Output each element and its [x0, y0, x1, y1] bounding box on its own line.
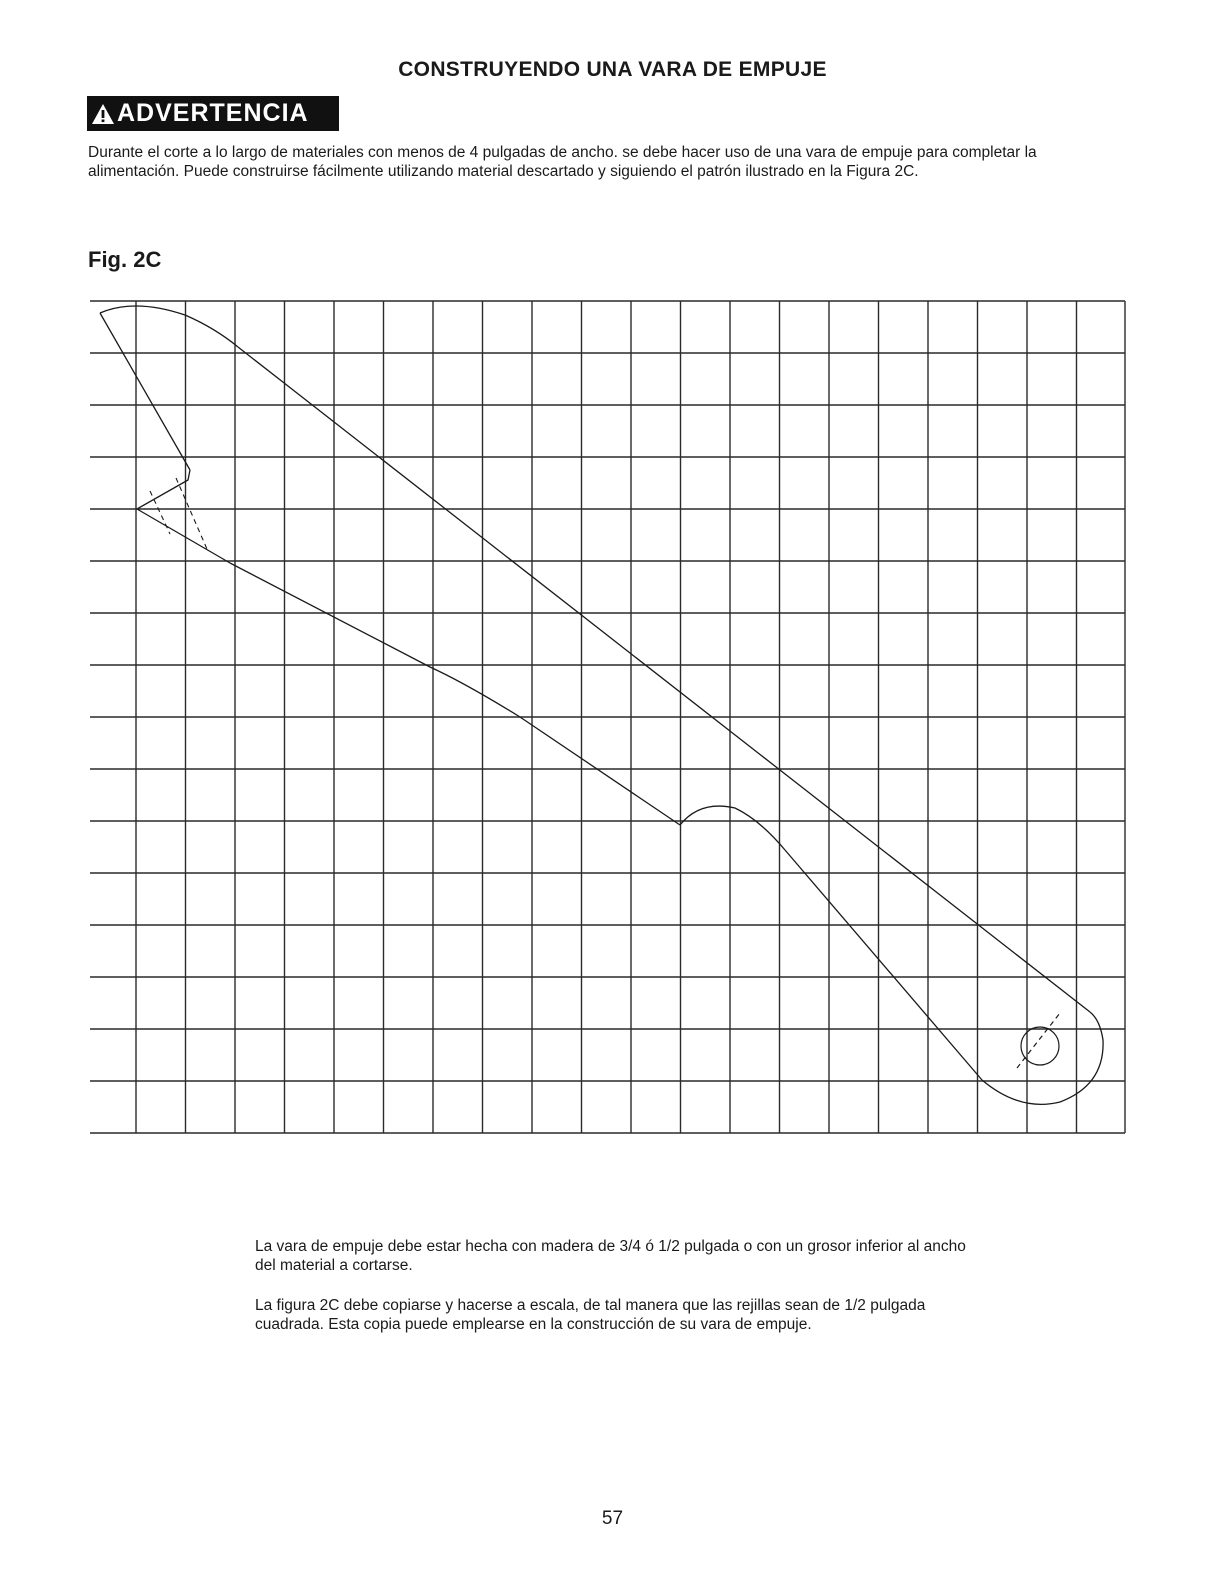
figure-label: Fig. 2C [88, 247, 162, 272]
note-scale: La figura 2C debe copiarse y hacerse a escala, de tal manera que las rejillas sean de 1/2 pulgada cuadrada. Esta copia puede emplearse en la construcción de su vara de empuje. [255, 1297, 926, 1333]
page-title: CONSTRUYENDO UNA VARA DE EMPUJE [398, 58, 827, 81]
warning-label: ADVERTENCIA [117, 99, 309, 127]
grid [90, 301, 1125, 1133]
hanging-hole [1017, 1013, 1060, 1068]
page-number: 57 [601, 1508, 624, 1529]
hidden-lines [150, 478, 207, 549]
warning-text: Durante el corte a lo largo de materiales con menos de 4 pulgadas de ancho. se debe hacer uso de una vara de empuje para completar la alimentación. Puede construirse fácilmente utilizando material descartado y siguiendo el patrón ilustrado en la Figura 2C. [88, 144, 1037, 180]
note-thickness: La vara de empuje debe estar hecha con madera de 3/4 ó 1/2 pulgada o con un grosor inferior al ancho del material a cortarse. [255, 1238, 966, 1274]
push-stick-outline [100, 306, 1103, 1104]
